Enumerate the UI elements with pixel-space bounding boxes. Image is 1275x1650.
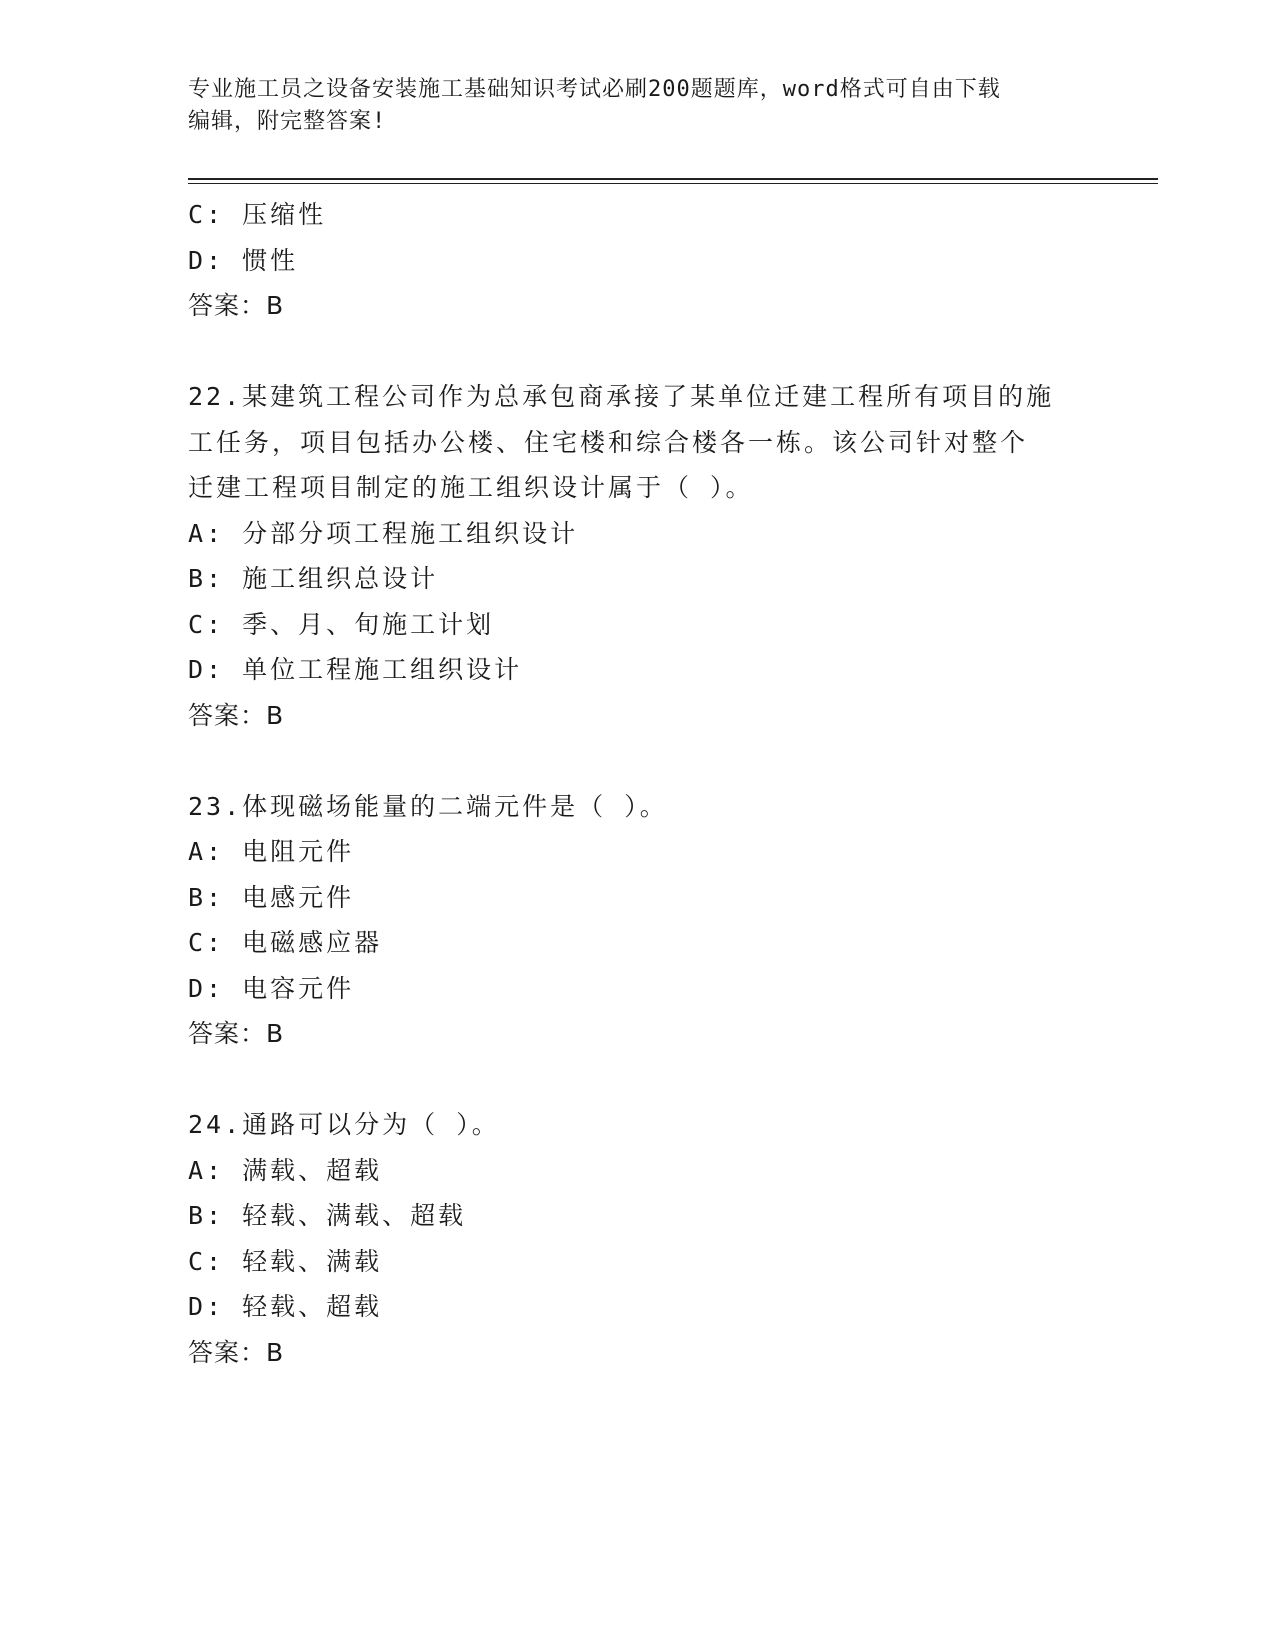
header-rule-thick: [188, 178, 1158, 180]
spacer: [188, 738, 1088, 784]
option-c: C: 压缩性: [188, 200, 327, 229]
option-c: C: 轻载、满载: [188, 1246, 383, 1276]
option-a: A: 分部分项工程施工组织设计: [188, 518, 579, 548]
document-header: [188, 74, 1078, 138]
option-c: C: 季、月、旬施工计划: [188, 609, 495, 639]
answer-line: 答案：B: [188, 291, 285, 320]
question-22: [188, 374, 1088, 738]
header-rule-thin: [188, 183, 1158, 184]
header-title-line-2: 编辑，附完整答案!: [188, 109, 387, 134]
spacer: [188, 329, 1088, 375]
option-d: D: 单位工程施工组织设计: [188, 655, 523, 684]
question-text-line: 工任务，项目包括办公楼、住宅楼和综合楼各一栋。该公司针对整个: [188, 427, 1029, 457]
option-d: D: 轻载、超载: [188, 1292, 383, 1321]
question-text-line: 24.通路可以分为（ ）。: [188, 1110, 500, 1139]
option-d: D: 惯性: [188, 245, 299, 275]
question-23: [188, 784, 1088, 1057]
answer-line: 答案：B: [188, 700, 285, 730]
question-text-line: 迁建工程项目制定的施工组织设计属于（ ）。: [188, 473, 754, 502]
option-c: C: 电磁感应器: [188, 928, 383, 957]
option-b: B: 施工组织总设计: [188, 564, 439, 593]
question-content: [188, 192, 1088, 1375]
spacer: [188, 1057, 1088, 1103]
option-a: A: 满载、超载: [188, 1155, 383, 1185]
question-fragment: [188, 192, 1088, 329]
question-24: [188, 1102, 1088, 1375]
option-a: A: 电阻元件: [188, 837, 355, 866]
option-b: B: 轻载、满载、超载: [188, 1201, 467, 1230]
option-b: B: 电感元件: [188, 882, 355, 912]
question-text-line: 22.某建筑工程公司作为总承包商承接了某单位迁建工程所有项目的施: [188, 382, 1055, 411]
answer-line: 答案：B: [188, 1019, 285, 1048]
answer-line: 答案：B: [188, 1337, 285, 1367]
question-text-line: 23.体现磁场能量的二端元件是（ ）。: [188, 791, 668, 821]
option-d: D: 电容元件: [188, 973, 355, 1003]
header-title-line-1: 专业施工员之设备安装施工基础知识考试必刷200题题库，word格式可自由下载: [188, 77, 1001, 102]
